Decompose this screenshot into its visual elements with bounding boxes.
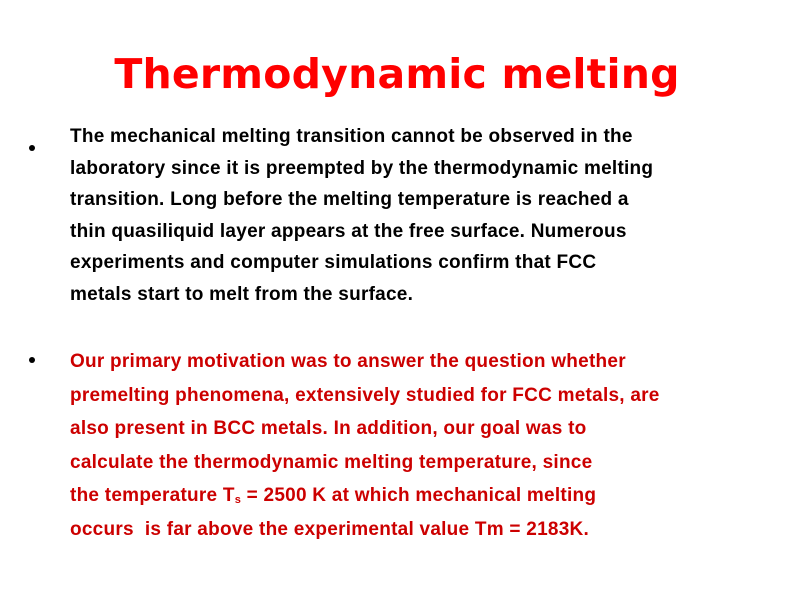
paragraph-line: occurs is far above the experimental value Tm = 2183K. (70, 518, 590, 540)
line-text-after: = 2500 K at which mechanical melting (241, 485, 597, 506)
paragraph-line: laboratory since it is preempted by the thermodynamic melting (70, 157, 654, 179)
bullet-paragraph-2 (70, 345, 740, 546)
paragraph-line: metals start to melt from the surface. (70, 283, 414, 305)
line-text-before: the temperature T (70, 485, 235, 506)
paragraph-line: premelting phenomena, extensively studied for FCC metals, are (70, 384, 660, 406)
subscript-s: s (234, 494, 242, 506)
paragraph-line (70, 479, 740, 513)
slide-title: Thermodynamic melting (114, 50, 680, 98)
paragraph-line: experiments and computer simulations confirm that FCC (70, 252, 597, 273)
paragraph-line: transition. Long before the melting temperature is reached a (70, 189, 629, 210)
bullet-dot-icon (29, 145, 35, 151)
bullet-dot-icon (29, 357, 35, 363)
paragraph-line: thin quasiliquid layer appears at the free surface. Numerous (70, 220, 627, 242)
bullet-paragraph-1 (70, 121, 740, 310)
paragraph-line: Our primary motivation was to answer the question whether (70, 351, 626, 372)
paragraph-line: The mechanical melting transition cannot be observed in the (70, 126, 633, 147)
paragraph-line: calculate the thermodynamic melting temperature, since (70, 451, 593, 473)
paragraph-line: also present in BCC metals. In addition, our goal was to (70, 418, 587, 439)
